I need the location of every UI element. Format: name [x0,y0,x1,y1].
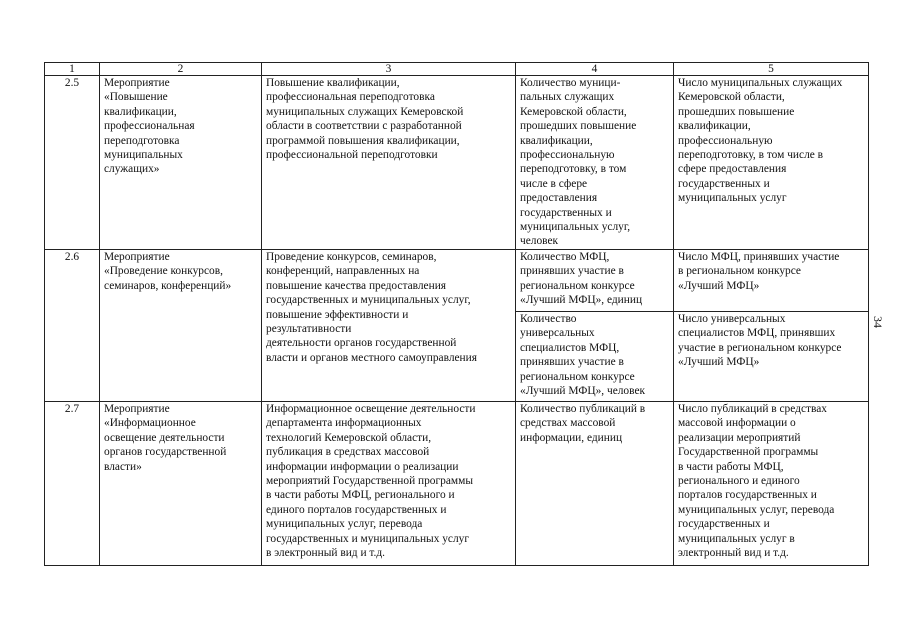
page-number: 34 [871,316,885,328]
header-row [45,63,869,76]
event-name: Мероприятие «Повышение квалификации, профессиональная переподготовка муниципальных служащих» [100,76,262,250]
header-col-2: 2 [100,63,262,76]
row-number: 2.7 [45,402,100,566]
row-number: 2.5 [45,76,100,250]
header-col-1: 1 [45,63,100,76]
event-content: Повышение квалификации, профессиональная переподготовка муниципальных служащих Кемеровской области в соответствии с разработанной программой повышения квалификации, профессиональной переподготовки [262,76,516,250]
indicator-name: Количество муници- пальных служащих Кемеровской области, прошедших повышение квалификации, профессиональную переподготовку, в том числе в сфере предоставления государственных и муниципальных услуг, человек [516,76,674,250]
event-content: Проведение конкурсов, семинаров, конференций, направленных на повышение качества предоставления государственных и муниципальных услуг, повышение эффективности и результативности деятельности органов государственной власти и органов местного самоуправления [262,250,516,402]
calculation-method: Число МФЦ, принявших участие в региональном конкурсе «Лучший МФЦ» [674,250,869,312]
event-name: Мероприятие «Информационное освещение деятельности органов государственной власти» [100,402,262,566]
header-col-5: 5 [674,63,869,76]
calculation-method: Число универсальных специалистов МФЦ, принявших участие в региональном конкурсе «Лучший МФЦ» [674,312,869,402]
calculation-method: Число публикаций в средствах массовой информации о реализации мероприятий Государственной программы в части работы МФЦ, регионального и единого порталов государственных и муниципальных услуг, перевода государственных и муниципальных услуг в электронный вид и т.д. [674,402,869,566]
row-number: 2.6 [45,250,100,402]
header-col-4: 4 [516,63,674,76]
table-row [45,250,869,312]
indicator-name: Количество публикаций в средствах массовой информации, единиц [516,402,674,566]
table-row [45,76,869,250]
table-row [45,402,869,566]
header-col-3: 3 [262,63,516,76]
indicator-name: Количество МФЦ, принявших участие в региональном конкурсе «Лучший МФЦ», единиц [516,250,674,312]
indicators-table [44,62,869,566]
event-content: Информационное освещение деятельности департамента информационных технологий Кемеровской области, публикация в средствах массовой информации информации о реализации мероприятий Государственной программы в части работы МФЦ, регионального и единого порталов государственных и муниципальных услуг, перевода государственных и муниципальных услуг в электронный вид и т.д. [262,402,516,566]
calculation-method: Число муниципальных служащих Кемеровской области, прошедших повышение квалификации, профессиональную переподготовку, в том числе в сфере предоставления государственных и муниципальных услуг [674,76,869,250]
indicator-name: Количество универсальных специалистов МФЦ, принявших участие в региональном конкурсе «Лучший МФЦ», человек [516,312,674,402]
event-name: Мероприятие «Проведение конкурсов, семинаров, конференций» [100,250,262,402]
